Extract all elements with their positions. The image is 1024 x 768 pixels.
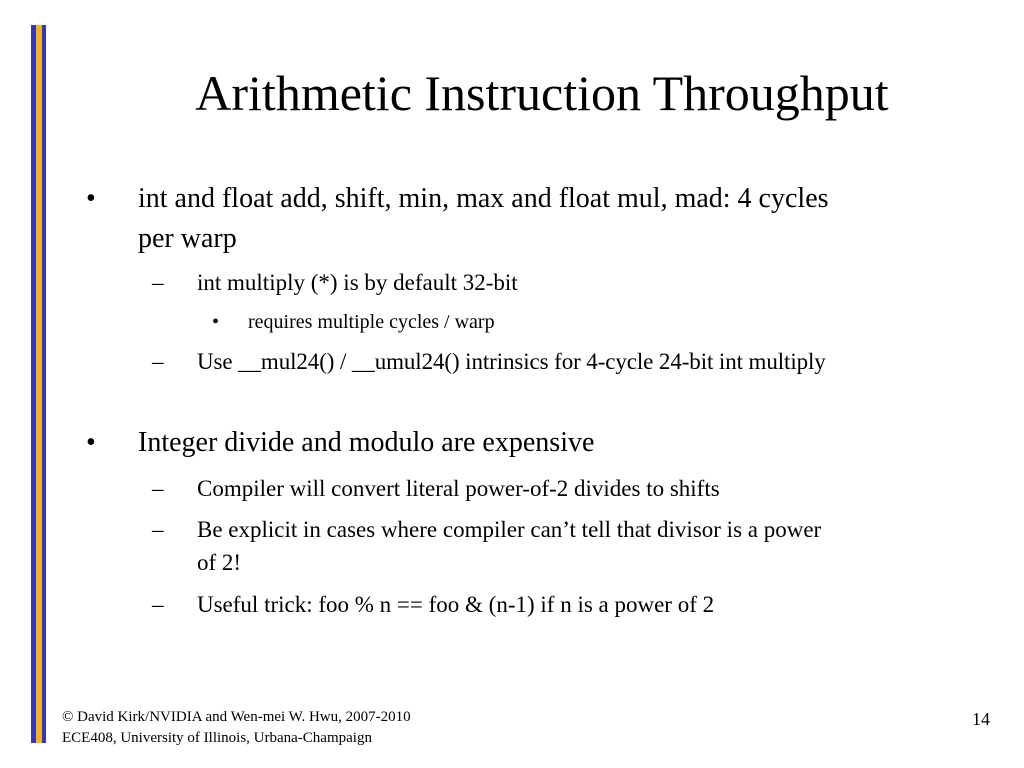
- sub-bullet-text: Compiler will convert literal power-of-2 divides to shifts: [197, 476, 720, 501]
- dash-marker: –: [152, 592, 164, 617]
- slide-footer: [62, 707, 411, 749]
- bullet-marker: •: [86, 183, 96, 214]
- footer-copyright: © David Kirk/NVIDIA and Wen-mei W. Hwu, 2007-2010: [62, 709, 411, 725]
- sub-bullet-text: int multiply (*) is by default 32-bit: [197, 270, 518, 295]
- bullet-marker: •: [86, 427, 96, 458]
- dash-marker: –: [152, 476, 164, 501]
- sub-bullet-text: Be explicit in cases where compiler can’t tell that divisor is a power: [197, 517, 822, 542]
- bullet-text-continuation: per warp: [138, 223, 237, 254]
- left-accent-bar-blue-inner: [42, 25, 46, 743]
- page-number: 14: [972, 709, 990, 729]
- bullet-text: Integer divide and modulo are expensive: [138, 427, 595, 458]
- slide-title: Arithmetic Instruction Throughput: [195, 65, 889, 121]
- footer-course: ECE408, University of Illinois, Urbana-Champaign: [62, 730, 372, 746]
- dash-marker: –: [152, 270, 164, 295]
- dash-marker: –: [152, 349, 164, 374]
- bullet-marker-small: •: [212, 311, 220, 333]
- sub-bullet-text-continuation: of 2!: [197, 550, 242, 575]
- bullet-text: int and float add, shift, min, max and float mul, mad: 4 cycles: [138, 183, 829, 214]
- dash-marker: –: [152, 517, 164, 542]
- sub-bullet-text: Use __mul24() / __umul24() intrinsics for 4-cycle 24-bit int multiply: [197, 349, 826, 374]
- sub-sub-bullet-text: requires multiple cycles / warp: [248, 311, 495, 333]
- sub-bullet-text: Useful trick: foo % n == foo & (n-1) if n is a power of 2: [197, 592, 715, 617]
